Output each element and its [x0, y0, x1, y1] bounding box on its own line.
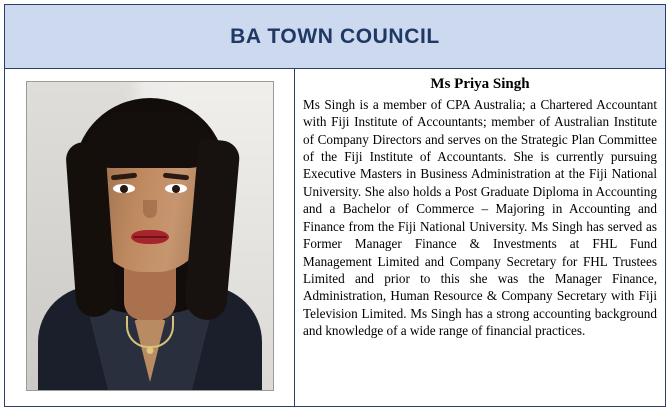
person-name: Ms Priya Singh	[430, 76, 530, 92]
bio-cell	[295, 69, 665, 406]
portrait-illustration	[27, 82, 273, 390]
nose-shape	[143, 200, 157, 218]
necklace-pendant	[146, 347, 153, 354]
person-bio: Ms Singh is a member of CPA Australia; a Chartered Accountant with Fiji Institute of Accountants; member of Australian Institute of Company Directors and serves on the Strategic Plan Committee of the Fiji Institute of Accountants. She is currently pursuing Executive Masters in Business Administration at the Fiji National University. She also holds a Post Graduate Diploma in Accounting and a Bachelor of Commerce – Majoring in Accounting and Finance from the Fiji National University. Ms Singh has served as Former Manager Finance & Investments at FHL Fund Management Limited and Company Secretary for FHL Trustees Limited and prior to this she was the Manager Finance, Administration, Human Resource & Company Secretary with Fiji Television Limited. Ms Singh has a strong accounting background and knowledge of a wide range of financial practices.	[303, 96, 657, 339]
pupil-left	[120, 185, 128, 193]
profile-table	[4, 4, 666, 407]
eye-left	[113, 184, 135, 193]
page-title: BA TOWN COUNCIL	[230, 24, 440, 48]
pupil-right	[172, 185, 180, 193]
table-body-row	[5, 69, 665, 406]
portrait-photo	[26, 81, 274, 391]
photo-cell	[5, 69, 295, 406]
eye-right	[165, 184, 187, 193]
lips-line	[133, 236, 167, 238]
table-header-row	[5, 5, 665, 69]
